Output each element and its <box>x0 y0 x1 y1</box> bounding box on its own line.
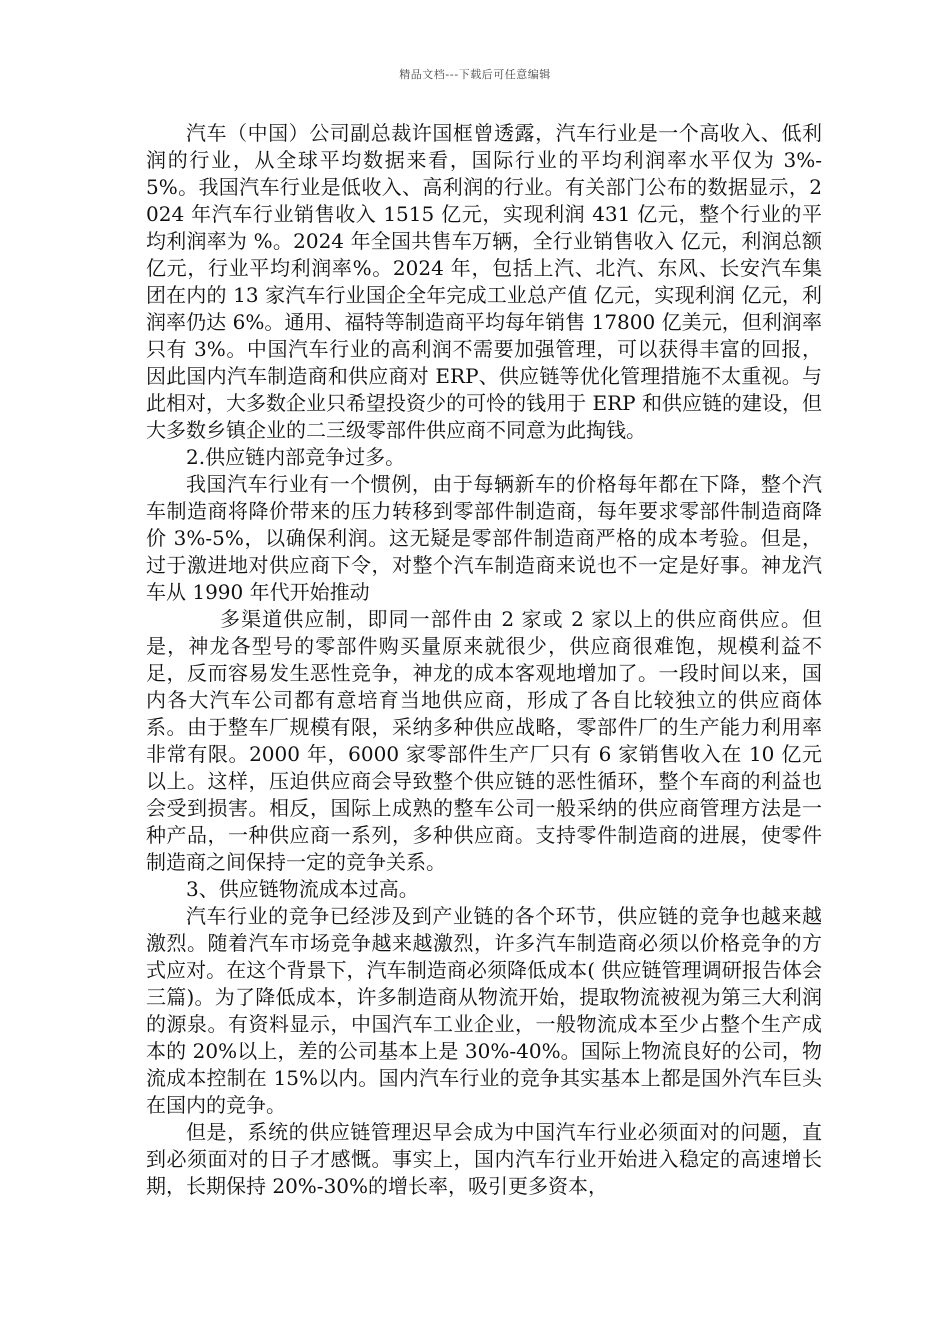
paragraph-profit-overview: 汽车（中国）公司副总裁许国框曾透露，汽车行业是一个高收入、低利润的行业，从全球平均数据来看，国际行业的平均利润率水平仅为 3%-5%。我国汽车行业是低收入、高利润的行业。有关部门公布的数据显示，2024 年汽车行业销售收入 1515 亿元，实现利润 431 亿元，整个行业的平均利润率为 %。2024 年全国共售车万辆，全行业销售收入 亿元，利润总额 亿元，行业平均利润率%。2024 年，包括上汽、北汽、东风、长安汽车集团在内的 13 家汽车行业国企全年完成工业总产值 亿元，实现利润 亿元，利润率仍达 6%。通用、福特等制造商平均每年销售 17800 亿美元，但利润率只有 3%。中国汽车行业的高利润不需要加强管理，可以获得丰富的回报，因此国内汽车制造商和供应商对 ERP、供应链等优化管理措施不太重视。与此相对，大多数企业只希望投资少的可怜的钱用于 ERP 和供应链的建设，但大多数乡镇企业的二三级零部件供应商不同意为此掏钱。 <box>146 121 822 442</box>
section-heading-logistics-cost: 3、供应链物流成本过高。 <box>186 877 419 901</box>
document-body <box>146 120 822 1200</box>
paragraph-price-pressure: 我国汽车行业有一个惯例，由于每辆新车的价格每年都在下降，整个汽车制造商将降价带来的压力转移到零部件制造商，每年要求零部件制造商降价 3%-5%，以确保利润。这无疑是零部件制造商严格的成本考验。但是，过于激进地对供应商下令，对整个汽车制造商来说也不一定是好事。神龙汽车从 1990 年代开始推动 <box>146 472 822 604</box>
paragraph-supply-chain-outlook: 但是，系统的供应链管理迟早会成为中国汽车行业必须面对的问题，直到必须面对的日子才感慨。事实上，国内汽车行业开始进入稳定的高速增长期，长期保持 20%-30%的增长率，吸引更多资本， <box>146 1120 822 1198</box>
paragraph-multi-channel-supply: 多渠道供应制，即同一部件由 2 家或 2 家以上的供应商供应。但是，神龙各型号的零部件购买量原来就很少，供应商很难饱，规模利益不足，反而容易发生恶性竞争，神龙的成本客观地增加了。一段时间以来，国内各大汽车公司都有意培育当地供应商，形成了各自比较独立的供应商体系。由于整车厂规模有限，采纳多种供应战略，零部件厂的生产能力利用率非常有限。2000 年，6000 家零部件生产厂只有 6 家销售收入在 10 亿元以上。这样，压迫供应商会导致整个供应链的恶性循环，整个车商的利益也会受到损害。相反，国际上成熟的整车公司一般采纳的供应商管理方法是一种产品，一种供应商一系列，多种供应商。支持零件制造商的进展，使零件制造商之间保持一定的竞争关系。 <box>146 607 822 874</box>
page-header: 精品文档---下载后可任意编辑 <box>399 68 551 81</box>
paragraph-logistics-competition: 汽车行业的竞争已经涉及到产业链的各个环节，供应链的竞争也越来越激烈。随着汽车市场竞争越来越激烈，许多汽车制造商必须以价格竞争的方式应对。在这个背景下，汽车制造商必须降低成本( 供应链管理调研报告体会三篇)。为了降低成本，许多制造商从物流开始，提取物流被视为第三大利润的源泉。有资料显示，中国汽车工业企业，一般物流成本至少占整个生产成本的 20%以上，差的公司基本上是 30%-40%。国际上物流良好的公司，物流成本控制在 15%以内。国内汽车行业的竞争其实基本上都是国外汽车巨头在国内的竞争。 <box>146 904 822 1117</box>
section-heading-internal-competition: 2.供应链内部竞争过多。 <box>186 445 406 469</box>
